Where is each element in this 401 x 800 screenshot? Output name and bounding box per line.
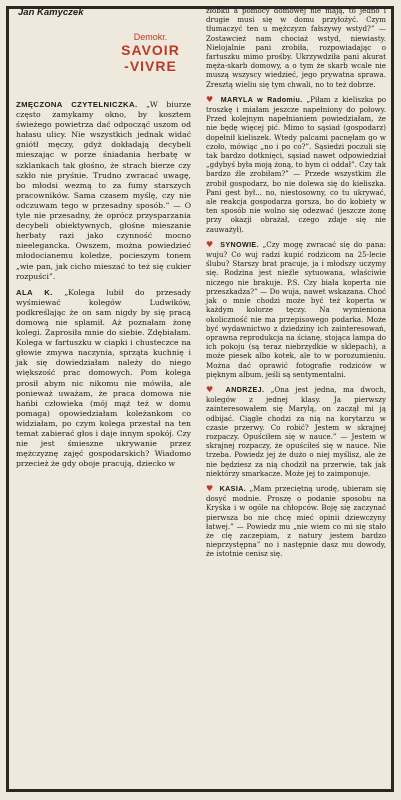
column-title-line2: -VIVRE: [124, 58, 177, 74]
letter-1: [16, 100, 191, 282]
letter-2-name: ALA K.: [16, 287, 53, 297]
column-title-prefix: Demokr.: [133, 32, 168, 42]
letter-3-name: MARYLA: [220, 95, 254, 104]
letter-1-text: „W biurze często zamykamy okno, by kosztem świeżego powietrza dać odpocząć uszom od hałasu ulicy. Nie wszystkich jednak widać gniótł męczy, gdyż dokładają decybeli mieszając w porze śniadania herbatę w szklankach tak głośno, że strach bierze czy szkło nie pryśnie. Trudno zwracać uwagę, bo młodsi wezmą to za fumy starszych pracowników. Sama czasem myślę, czy nie odczuwam tego w przesadny sposób.” — O tyle nie przesadny, że oprócz przysparzania decybeli obiektywnych, głośne mieszanie herbaty razi jako czynność mocno nieelegancka. Owszem, można powiedzieć młodocianemu koledze, pocieszym tonem „wie pan, jak cicho mieszać to też się cukier rozpuści”.: [16, 100, 191, 281]
right-column: [206, 6, 386, 559]
letter-3: [206, 95, 386, 234]
heart-icon: ♥: [206, 384, 218, 394]
letter-4: [206, 240, 386, 379]
letter-6: [206, 484, 386, 559]
letter-2: [16, 288, 191, 470]
letter-2-continued-text: żłobku a pomocy domowej nie mają, to jedno i drugie musi się w domu przyłożyć. Czym tłumaczyć ten u mężczyzn fałszywy wstyd?” — Zostawcież nam chociaż wstyd, niewiasty. Nielojalnie pani zrobiła, rozpowiadając o fartuszku mimo prośby. Ukrzywdziła pani akurat męża-skarb domowy, a o tym że skarb wcale nie muszą wszyscy wiedzieć, jego prywatna sprawa. Zresztą wieliu się tym chwali, no to też dobrze.: [206, 6, 386, 89]
column-title-line1: SAVOIR: [121, 42, 180, 58]
letter-1-name: ZMĘCZONA CZYTELNICZKA.: [16, 100, 138, 109]
letter-5-name: ANDRZEJ.: [225, 385, 265, 394]
letter-2-text: „Kolega lubił do przesady wyśmiewać kolegów Ludwików, podkreślając że on sam nigdy by się pracą domową nie splamił. Aż poznałam żonę kolegi. Zaprosiła mnie do siebie. Zdębiałam. Kolega w fartuszku w ciapki i chusteczce na głowie zmywa naczynia, sprząta kuchnię i jak się dowiedziałam należy do niego większość prac domowych. Pom kolega prosił abym nic nikomu nie mówiła, ale ponieważ uważam, że praca domowa nie hańbi człowieka (mój mąż też w domu pomaga) opowiedziałam koleżankom co widziałam, po czym kolega przestał na ten temat zabierać głos i daje innym spokój. Czy nie jest śmieszne ukrywanie przez mężczyznę zajęć gospodarskich? Wiadomo przecież że gdy oboje pracują, dziecko w: [16, 287, 191, 469]
author-name: Jan Kamyczek: [18, 7, 84, 18]
letter-4-text: „Czy mogę zwracać się do pana: wuju? Co wuj radzi kupić rodzicom na 25-lecie ślubu? Starszy brat pracuje, ja i młodszy uczymy się. Rodzina jest nieźle sytuowana, właściwie niczego nie brakuje. P.S. Czy biała koperta nie przeszkadza?” — Do wuja, nawet wskazana. Choć jak o mnie chodzi może być też koperta w każdym kolorze tęczy. Na wymieniona okoliczność nie ma przepisowego podarka. Może być wydawnictwo z dziedziny ich zainteresowań, oprawna reprodukcja na ścianę, stojąca lampa do ich pokoju (są teraz niebrzydkie w sklepach), a może piesek albo kotek, ale to w porozumieniu. Można dać oprawić fotografie rodziców w pięknym album, jeśli są sentymentalni.: [206, 239, 387, 379]
letter-5: [206, 385, 386, 478]
left-column: [16, 6, 191, 469]
heart-icon: ♥: [206, 239, 215, 249]
letter-3-text: „Piłam z kieliszka po troszkę i miałam jeszcze napełniony do połowy. Przed kolejnym napełnianiem powiedziałam, że nie będę więcej pić. Mimo to sąsiad (gospodarz) dopełnił kieliszek. Wtedy palcami pacnęłam go w czoło, mówiąc „no i po co?”. Sąsiedzi poczuli się tak bardzo dotknięci, sąsiad nawet odpowiedział „gdybyś była moją żoną, to bym ci oddał”. Czy tak bardzo źle zrobiłam?” — Przede wszystkim źle zrobił gospodarz, bo nie dolewa się do kieliszka. Pani gest był... no, niestosowny, co tu ukrywać, ale reakcja gospodarza gorsza, bo do kobiety w ten sposób nie wolno się odezwać (jeszcze żonę przy okazji obrażał, czego zdaje się nie zauważył).: [206, 94, 387, 234]
letter-6-text: „Mam przeciętną urodę, ubieram się dosyć modnie. Proszę o podanie sposobu na Kryśka i w ogóle na chłopców. Boję się zaczynać pierwsza bo nie chcę mieć opinii dziewczyny łatwej.” — Powiedz mu „nie wiem co mi się stało że cię zaczepiam, z natury jestem bardzo nieprzystępna” no i następnie dasz mu dowody, że istotnie cenisz się.: [206, 483, 386, 559]
letter-5-text: „Ona jest jedna, ma dwoch, kolegów z jednej klasy. Ja pierwszy zainteresowałem się Marylą, on zaczął mi ją odbijać. Ciągle chodzi za nią na korytarzu w czasie przerwy. Co robić? Jestem w skrajnej rozpaczy. Opuściłem się w nauce.” — Jestem w skrajnej rozpaczy, że opuściłeś się w nauce. Nie trzeba. Powiedz jej że dużo o niej myślisz, ale że nie będziesz za nią chodził na przerwie, tak jak niektórzy smarkacze. Może jej to zaimponuje.: [206, 384, 387, 478]
heart-icon: ♥: [206, 483, 215, 493]
heart-icon: ♥: [206, 94, 215, 104]
letter-3-place: w Radomiu.: [257, 95, 303, 104]
letter-6-name: KASIA.: [219, 484, 247, 493]
column-title-box: [109, 32, 192, 74]
letter-2-continued: [206, 6, 386, 89]
letter-4-name: SYNOWIE.: [220, 240, 259, 249]
